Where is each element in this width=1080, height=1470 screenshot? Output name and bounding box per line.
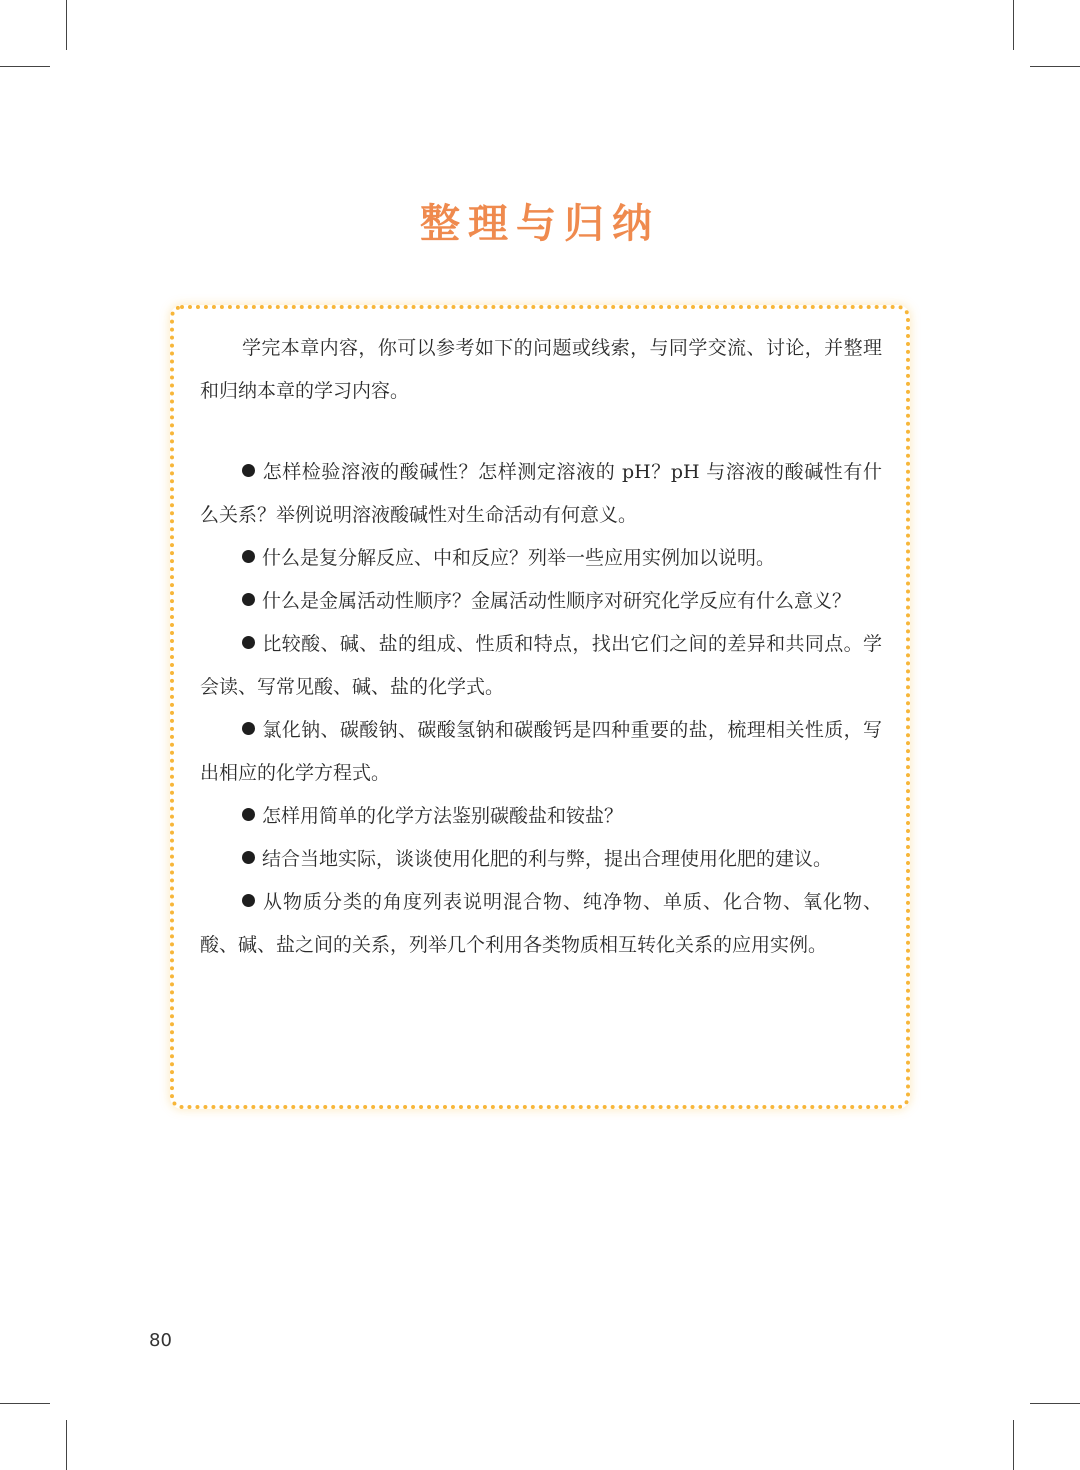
crop-mark-top-right-horizontal	[1030, 66, 1080, 67]
page-number: 80	[149, 1330, 172, 1351]
question-text: 怎样用简单的化学方法鉴别碳酸盐和铵盐？	[262, 805, 624, 827]
question-text: 比较酸、碱、盐的组成、性质和特点，找出它们之间的差异和共同点。学会读、写常见酸、碱、盐的化学式。	[200, 633, 882, 698]
crop-mark-bottom-left-horizontal	[0, 1403, 50, 1404]
bullet-icon	[242, 808, 255, 821]
bullet-icon	[242, 593, 255, 606]
bullet-icon	[242, 722, 255, 735]
crop-mark-bottom-right-horizontal	[1030, 1403, 1080, 1404]
question-text: 从物质分类的角度列表说明混合物、纯净物、单质、化合物、氧化物、酸、碱、盐之间的关系，列举几个利用各类物质相互转化关系的应用实例。	[200, 891, 882, 956]
page-title: 整理与归纳	[420, 201, 660, 247]
intro-paragraph: 学完本章内容，你可以参考如下的问题或线索，与同学交流、讨论，并整理和归纳本章的学习内容。	[200, 337, 882, 402]
question-item	[200, 795, 882, 838]
question-item	[200, 451, 882, 537]
question-list	[200, 451, 882, 967]
crop-mark-bottom-left-vertical	[66, 1420, 67, 1470]
crop-mark-bottom-right-vertical	[1013, 1420, 1014, 1470]
question-text: 什么是金属活动性顺序？金属活动性顺序对研究化学反应有什么意义？	[262, 590, 852, 612]
bullet-icon	[242, 464, 255, 477]
summary-box	[170, 305, 910, 1109]
question-item	[200, 537, 882, 580]
question-text: 氯化钠、碳酸钠、碳酸氢钠和碳酸钙是四种重要的盐，梳理相关性质，写出相应的化学方程式。	[200, 719, 882, 784]
bullet-icon	[242, 550, 255, 563]
question-item	[200, 580, 882, 623]
bullet-icon	[242, 636, 255, 649]
bullet-icon	[242, 851, 255, 864]
question-item	[200, 881, 882, 967]
bullet-icon	[242, 894, 255, 907]
question-text: 结合当地实际，谈谈使用化肥的利与弊，提出合理使用化肥的建议。	[262, 848, 833, 870]
question-text: 怎样检验溶液的酸碱性？怎样测定溶液的 pH？pH 与溶液的酸碱性有什么关系？举例说明溶液酸碱性对生命活动有何意义。	[200, 461, 882, 526]
crop-mark-top-left-vertical	[66, 0, 67, 50]
question-text: 什么是复分解反应、中和反应？列举一些应用实例加以说明。	[262, 547, 776, 569]
question-item	[200, 709, 882, 795]
crop-mark-top-right-vertical	[1013, 0, 1014, 50]
question-item	[200, 838, 882, 881]
crop-mark-top-left-horizontal	[0, 66, 50, 67]
question-item	[200, 623, 882, 709]
